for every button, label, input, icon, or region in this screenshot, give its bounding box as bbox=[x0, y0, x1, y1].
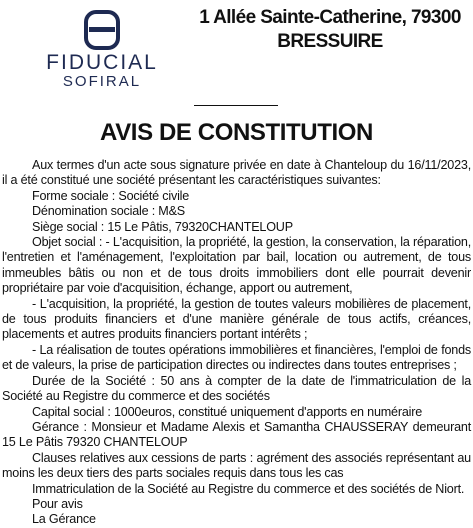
intro-paragraph: Aux termes d'un acte sous signature privée en date à Chanteloup du 16/11/2023, il a été constitué une société présentant les caractéristiques suivantes: bbox=[2, 158, 471, 188]
notice-body bbox=[2, 158, 471, 528]
fiducial-logo-icon bbox=[84, 10, 120, 50]
logo-subtitle: SOFIRAL bbox=[62, 73, 142, 90]
immatriculation: Immatriculation de la Société au Registre du commerce et des sociétés de Niort. bbox=[32, 481, 465, 496]
gerance: Gérance : Monsieur et Madame Alexis et Samantha CHAUSSERAY demeurant 15 Le Pâtis 79320 CHANTELOUP bbox=[2, 419, 471, 450]
siege-social: Siège social : 15 Le Pâtis, 79320CHANTELOUP bbox=[32, 219, 293, 234]
logo-name: FIDUCIAL bbox=[46, 51, 158, 74]
objet-social: Objet social : - L'acquisition, la propriété, la gestion, la conservation, la réparation, l'entretien et l'aménagement, l'exploitation par bail, location ou autrement, de tous immeubles bâtis ou non et de tous droits immobiliers dont elle pourrait devenir propriétaire par voie d'acquisition, échange, apport ou autrement, bbox=[2, 235, 471, 296]
company-logo bbox=[28, 8, 178, 88]
capital-social: Capital social : 1000euros, constitué uniquement d'apports en numéraire bbox=[32, 404, 423, 419]
forme-sociale: Forme sociale : Société civile bbox=[32, 188, 190, 203]
duree-societe: Durée de la Société : 50 ans à compter de la date de l'immatriculation de la Société au Registre du commerce et des sociétés bbox=[2, 373, 471, 404]
clauses-cessions: Clauses relatives aux cessions de parts : agrément des associés représentant au moins les deux tiers des parts sociales requis dans tous les cas bbox=[2, 450, 471, 481]
header-address bbox=[190, 6, 470, 54]
title-divider bbox=[194, 105, 278, 106]
signature-gerance: La Gérance bbox=[32, 512, 96, 527]
pour-avis: Pour avis bbox=[32, 496, 83, 511]
objet-social-item-3: - La réalisation de toutes opérations immobilières et financières, l'emploi de fonds et de valeurs, la prise de participation directes ou indirectes dans toutes entreprises ; bbox=[2, 342, 471, 373]
address-line-1: 1 Allée Sainte-Catherine, 79300 bbox=[199, 7, 461, 28]
objet-social-item-2: - L'acquisition, la propriété, la gestion de toutes valeurs mobilières de placement, de tous produits financiers et d'une manière générale de tous actifs, créances, placements et autres produits financiers portant intérêts ; bbox=[2, 296, 471, 342]
address-line-2: BRESSUIRE bbox=[277, 31, 383, 52]
notice-title: AVIS DE CONSTITUTION bbox=[100, 119, 373, 146]
denomination-sociale: Dénomination sociale : M&S bbox=[32, 204, 185, 219]
